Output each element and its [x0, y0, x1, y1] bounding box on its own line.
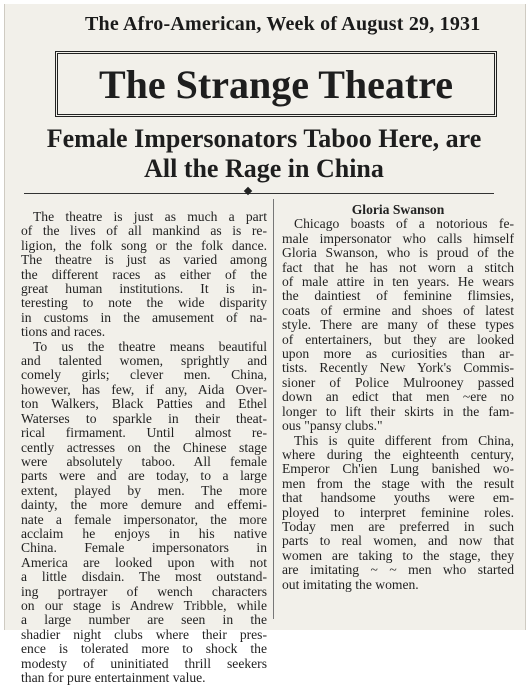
headline	[14, 124, 514, 184]
paragraph-line: in customs in the amusement of na-	[21, 309, 267, 325]
paragraph-line: a large number are seen in the	[21, 612, 267, 628]
paragraph-line: nate a female impersonator, the more	[21, 511, 267, 527]
paragraph-line: Gloria Swanson, who is proud of the	[282, 245, 514, 261]
paragraph-line: men from the stage with the result	[282, 475, 514, 491]
paragraph-line: parts to real women, and now that	[282, 533, 514, 549]
paragraph-line: rical firmament. Until almost re-	[21, 425, 267, 441]
paragraph-line: ous "pansy clubs."	[282, 418, 383, 434]
banner-title: The Strange Theatre	[98, 61, 454, 107]
paragraph-line: ligion, the folk song or the folk dance.	[21, 237, 267, 253]
paragraph-line: upon more as curiosities than ar-	[282, 346, 514, 362]
paragraph-line: are imitating ~ ~ men who started	[282, 562, 514, 578]
paragraph-line: modesty of uninitiated thrill seekers	[21, 655, 267, 671]
paragraph-line: where during the eighteenth century,	[282, 446, 514, 462]
paragraph-line: of male attire in ten years. He wears	[282, 274, 514, 290]
paragraph-line: ton Walkers, Black Patties and Ethel	[21, 396, 267, 412]
headline-rule	[24, 193, 494, 194]
paragraph-line: down an edict that men ~ere no	[282, 389, 514, 405]
paragraph-line: than for pure entertainment value.	[21, 670, 206, 685]
paragraph-line: out imitating the women.	[282, 576, 419, 592]
paragraph-line: Chicago boasts of a notorious fe-	[294, 216, 514, 232]
paragraph-line: of entertainers, but they are looked	[282, 331, 514, 347]
paragraph-line: Waterses to sparkle in their theat-	[21, 410, 267, 426]
paragraph-line: on our stage is Andrew Tribble, while	[21, 597, 267, 613]
paragraph-line: The theatre is just as much a part	[33, 209, 267, 224]
paragraph-line: parts were and are today, to a large	[21, 468, 267, 484]
paragraph-line: great human institutions. It is in-	[21, 281, 267, 297]
paragraph-line: the different races as either of the	[21, 266, 267, 282]
paragraph-line: cently actresses on the Chinese stage	[21, 439, 267, 455]
paragraph-line: This is quite different from China,	[294, 432, 514, 448]
paragraph-line: Today men are preferred in such	[282, 518, 514, 534]
paragraph-line: however, has few, if any, Aida Over-	[21, 381, 267, 397]
paragraph-line: that handsome youths were em-	[282, 490, 514, 506]
paragraph-line: a little disdain. The most outstand-	[21, 569, 267, 585]
column-divider	[273, 199, 274, 619]
paragraph-line: style. There are many of these types	[282, 317, 514, 333]
paragraph-line: male impersonator who calls himself	[282, 230, 514, 246]
paragraph-line: tions and races.	[21, 324, 106, 340]
paragraph-line: tists. Recently New York's Commis-	[282, 360, 514, 376]
paragraph-line: shadier night clubs where their pres-	[21, 626, 267, 642]
paragraph-line: women are taking to the stage, they	[282, 547, 514, 563]
paragraph-line: teresting to note the wide disparity	[21, 295, 267, 311]
paragraph-line: coats of ermine and shoes of latest	[282, 302, 514, 318]
paragraph-line: longer to lift their skirts in the fam-	[282, 403, 514, 419]
paragraph-line: ence is tolerated more to shock the	[21, 641, 267, 657]
paragraph-line: dainty, the more demure and effemi-	[21, 497, 267, 513]
paragraph-line: America are looked upon with not	[21, 554, 267, 570]
paragraph-line: were absolutely taboo. All female	[21, 453, 267, 469]
dateline: The Afro-American, Week of August 29, 1931	[85, 13, 481, 35]
byline: Gloria Swanson	[351, 202, 445, 217]
paragraph-line: acclaim he enjoys in his native	[21, 525, 267, 541]
left-column	[21, 210, 267, 685]
paragraph-line: and talented women, sprightly and	[21, 353, 267, 369]
right-column	[282, 203, 514, 592]
paragraph-line: The theatre is just as varied among	[21, 252, 267, 268]
headline-line-2: All the Rage in China	[144, 154, 384, 183]
paragraph-line: Emperor Ch'ien Lung banished wo-	[282, 461, 514, 477]
paragraph-line: To us the theatre means beautiful	[33, 338, 267, 354]
paragraph-line: sioner of Police Mulrooney passed	[282, 374, 514, 390]
paragraph-line: the daintiest of feminine flimsies,	[282, 288, 514, 304]
paragraph-line: extent, played by men. The more	[21, 482, 267, 498]
paragraph-line: ing portrayer of wench characters	[21, 583, 267, 599]
paragraph-line: fact that he has not worn a stitch	[282, 259, 514, 275]
paragraph-line: comely girls; clever men. China,	[21, 367, 267, 383]
paragraph-line: ployed to interpret feminine roles.	[282, 504, 514, 520]
paragraph-line: of the lives of all mankind as is re-	[21, 223, 267, 239]
paragraph-line: China. Female impersonators in	[21, 540, 267, 556]
banner-box	[55, 51, 497, 117]
headline-line-1: Female Impersonators Taboo Here, are	[46, 124, 482, 153]
